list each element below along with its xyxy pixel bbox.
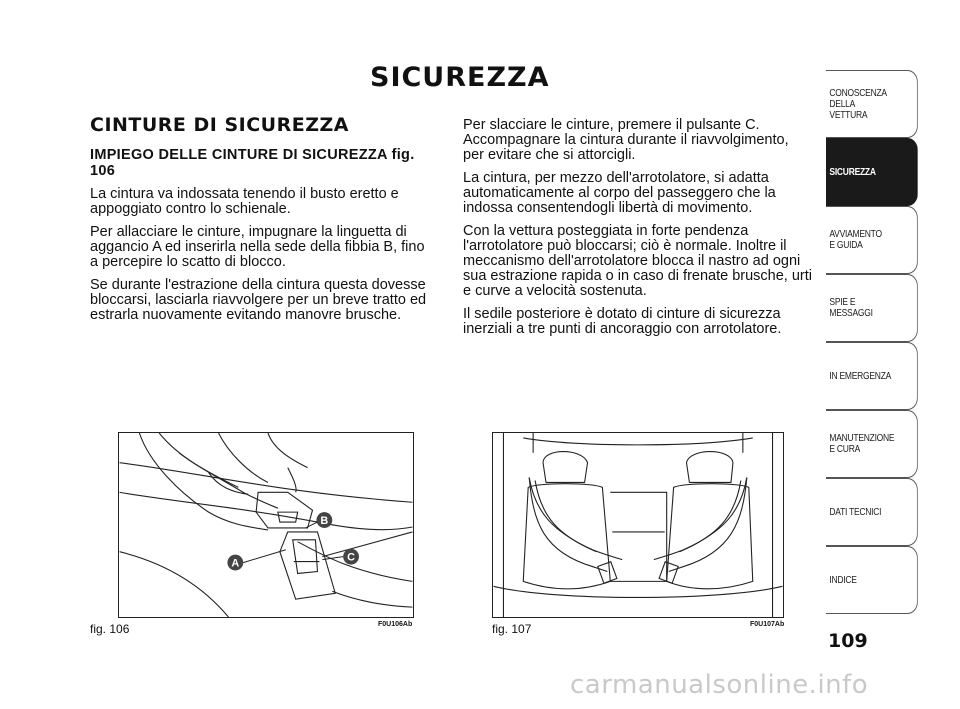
paragraph: Per allacciare le cinture, impugnare la linguetta di aggancio A ed inserirla nella sede della fibbia B, fino a percepire lo scatto di blocco. xyxy=(90,224,425,270)
callout-c xyxy=(343,549,359,565)
tab-in-emergenza[interactable]: IN EMERGENZA xyxy=(826,342,918,410)
callout-a xyxy=(227,555,243,571)
tab-spie-e-messaggi[interactable]: SPIE E MESSAGGI xyxy=(826,274,918,342)
chapter-tabs xyxy=(826,70,918,614)
figure-107-code: F0U107Ab xyxy=(750,621,785,628)
figure-107-rear-seat-illustration xyxy=(492,432,784,618)
subtitle: IMPIEGO DELLE CINTURE DI SICUREZZA fig. 106 xyxy=(90,147,415,179)
right-column xyxy=(463,118,813,345)
svg-text:A: A xyxy=(231,557,240,570)
paragraph: La cintura, per mezzo dell'arrotolatore, si adatta automaticamente al corpo del passeggero che la indossa consentendogli libertà di movimento. xyxy=(463,170,776,216)
section-title: CINTURE DI SICUREZZA xyxy=(90,114,349,136)
paragraph: Con la vettura posteggiata in forte pendenza l'arrotolatore può bloccarsi; ciò è normale. Inoltre il meccanismo dell'arrotolatore blocca il nastro ad ogni sua estrazione rapida o in caso di frenate brusche, urti e curve a velocità sostenuta. xyxy=(463,223,813,299)
figure-106-code: F0U106Ab xyxy=(378,621,413,628)
buckle-drawing xyxy=(119,433,413,617)
paragraph: Per slacciare le cinture, premere il pulsante C. Accompagnare la cintura durante il riavvolgimento, per evitare che si attorcigli. xyxy=(463,117,789,163)
paragraph: Se durante l'estrazione della cintura questa dovesse bloccarsi, lasciarla riavvolgere per un breve tratto ed estrarla nuovamente evitando manovre brusche. xyxy=(90,277,427,323)
paragraph: Il sedile posteriore è dotato di cinture di sicurezza inerziali a tre punti di ancoraggio con arrotolatore. xyxy=(463,306,782,337)
figure-106-caption: fig. 106 xyxy=(90,622,130,636)
figure-107-caption: fig. 107 xyxy=(492,622,532,636)
svg-text:C: C xyxy=(347,551,356,564)
tab-avviamento-e-guida[interactable]: AVVIAMENTO E GUIDA xyxy=(826,206,918,274)
watermark: carmanualsonline.info xyxy=(570,670,869,700)
page-title: SICUREZZA xyxy=(370,62,550,93)
callout-b xyxy=(316,512,332,528)
page-number: 109 xyxy=(828,630,868,652)
tab-conoscenza-della-vettura[interactable]: CONOSCENZA DELLA VETTURA xyxy=(826,70,918,138)
svg-text:B: B xyxy=(320,515,329,528)
tab-sicurezza[interactable]: SICUREZZA xyxy=(826,138,918,206)
rear-seat-drawing xyxy=(493,433,783,617)
left-column xyxy=(90,114,428,331)
tab-indice[interactable]: INDICE xyxy=(826,546,918,614)
paragraph: La cintura va indossata tenendo il busto eretto e appoggiato contro lo schienale. xyxy=(90,186,399,217)
tab-dati-tecnici[interactable]: DATI TECNICI xyxy=(826,478,918,546)
figure-106-buckle-illustration xyxy=(118,432,414,618)
tab-manutenzione-e-cura[interactable]: MANUTENZIONE E CURA xyxy=(826,410,918,478)
